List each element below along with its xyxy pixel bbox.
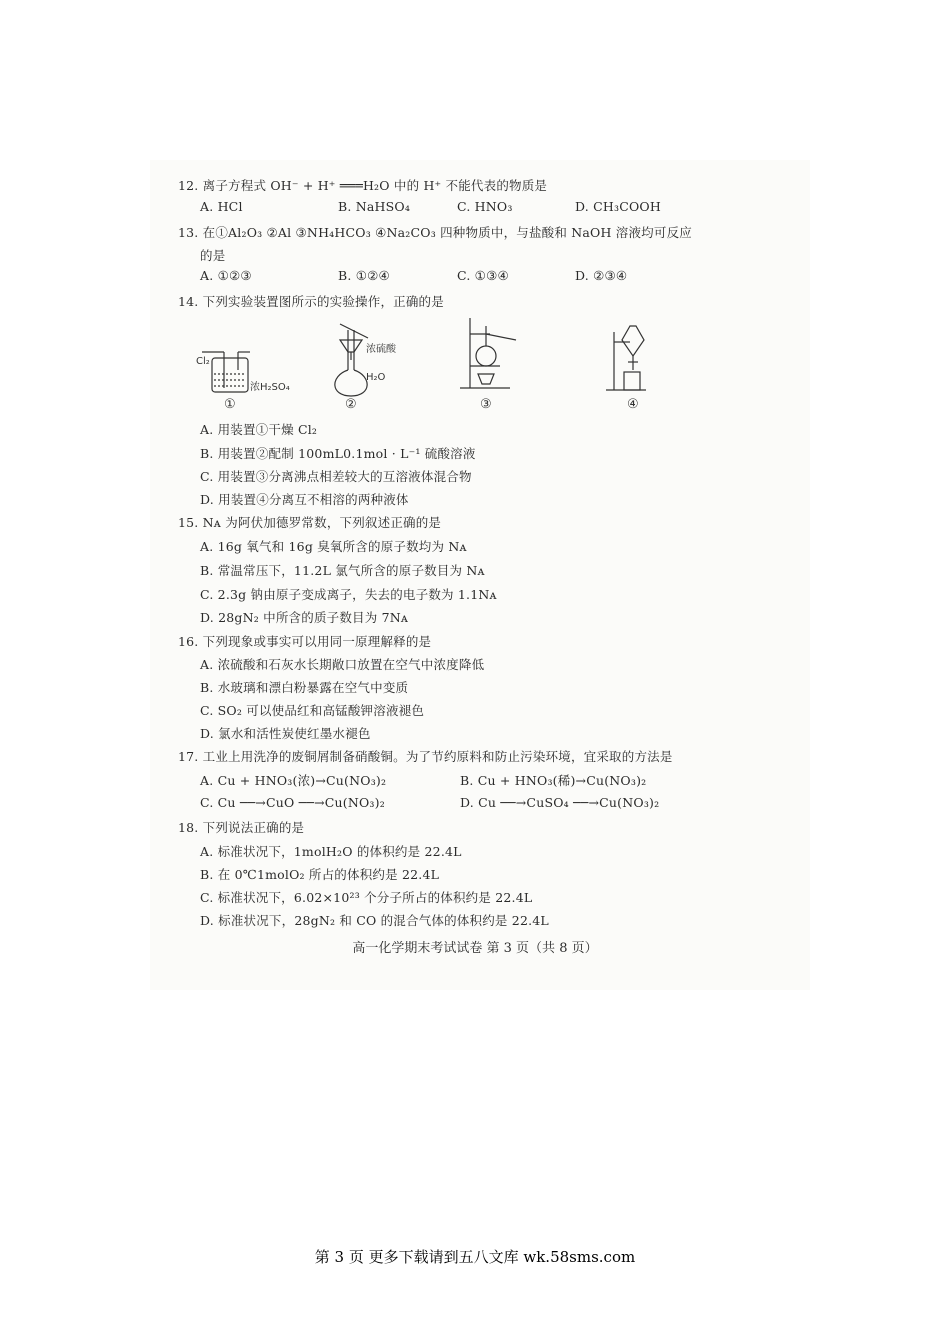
- question-15-stem: 15. Nᴀ 为阿伏加德罗常数，下列叙述正确的是: [178, 515, 442, 530]
- question-15-option-d: D. 28gN₂ 中所含的质子数目为 7Nᴀ: [200, 610, 409, 625]
- label-water: H₂O: [366, 372, 386, 383]
- question-15-option-b: B. 常温常压下，11.2L 氯气所含的原子数目为 Nᴀ: [200, 563, 485, 578]
- apparatus-number-1: ①: [224, 397, 236, 412]
- exam-page-footer: 高一化学期末考试试卷 第 3 页（共 8 页）: [352, 941, 598, 956]
- label-cl2: Cl₂: [196, 356, 210, 367]
- question-13-option-c: C. ①③④: [457, 268, 509, 283]
- question-17-option-a: A. Cu + HNO₃(浓)→Cu(NO₃)₂: [200, 773, 387, 788]
- question-15-option-c: C. 2.3g 钠由原子变成离子，失去的电子数为 1.1Nᴀ: [200, 587, 497, 602]
- apparatus-figure: [190, 312, 670, 412]
- question-13-stem: 13. 在①Al₂O₃ ②Al ③NH₄HCO₃ ④Na₂CO₃ 四种物质中，与盐酸和 NaOH 溶液均可反应: [178, 225, 692, 240]
- question-14-option-d: D. 用装置④分离互不相溶的两种液体: [200, 492, 409, 507]
- apparatus-number-4: ④: [627, 397, 639, 412]
- question-16-option-a: A. 浓硫酸和石灰水长期敞口放置在空气中浓度降低: [200, 657, 485, 672]
- apparatus-3-distillation: [460, 318, 516, 388]
- apparatus-number-3: ③: [480, 397, 492, 412]
- question-17-option-b: B. Cu + HNO₃(稀)→Cu(NO₃)₂: [460, 773, 647, 788]
- question-13-option-a: A. ①②③: [200, 268, 252, 283]
- question-16-stem: 16. 下列现象或事实可以用同一原理解释的是: [178, 634, 432, 649]
- question-18-option-c: C. 标准状况下，6.02×10²³ 个分子所占的体积约是 22.4L: [200, 890, 533, 905]
- question-16-option-b: B. 水玻璃和漂白粉暴露在空气中变质: [200, 680, 409, 695]
- label-conc-h2so4: 浓H₂SO₄: [250, 382, 290, 393]
- apparatus-number-2: ②: [345, 397, 357, 412]
- question-18-option-d: D. 标准状况下，28gN₂ 和 CO 的混合气体的体积约是 22.4L: [200, 913, 549, 928]
- apparatus-2-volumetric-flask: [335, 324, 368, 396]
- question-18-stem: 18. 下列说法正确的是: [178, 820, 305, 835]
- question-18-option-a: A. 标准状况下，1molH₂O 的体积约是 22.4L: [200, 844, 462, 859]
- question-12-option-b: B. NaHSO₄: [338, 199, 411, 214]
- question-18-option-b: B. 在 0℃1molO₂ 所占的体积约是 22.4L: [200, 867, 440, 882]
- question-12-option-a: A. HCl: [200, 199, 243, 214]
- question-14-stem: 14. 下列实验装置图所示的实验操作，正确的是: [178, 294, 444, 309]
- question-12-option-c: C. HNO₃: [457, 199, 513, 214]
- question-16-option-c: C. SO₂ 可以使品红和高锰酸钾溶液褪色: [200, 703, 425, 718]
- question-17-option-d: D. Cu ──→CuSO₄ ──→Cu(NO₃)₂: [460, 795, 660, 810]
- question-17-stem: 17. 工业上用洗净的废铜屑制备硝酸铜。为了节约原料和防止污染环境，宜采取的方法是: [178, 749, 673, 764]
- question-17-option-c: C. Cu ──→CuO ──→Cu(NO₃)₂: [200, 795, 385, 810]
- label-conc-sulfuric-acid: 浓硫酸: [366, 344, 396, 355]
- question-12-stem: 12. 离子方程式 OH⁻ + H⁺ ═══H₂O 中的 H⁺ 不能代表的物质是: [178, 178, 548, 193]
- apparatus-4-separatory-funnel: [606, 326, 646, 390]
- question-15-option-a: A. 16g 氧气和 16g 臭氧所含的原子数均为 Nᴀ: [200, 539, 467, 554]
- question-13-option-b: B. ①②④: [338, 268, 390, 283]
- question-14-option-b: B. 用装置②配制 100mL0.1mol · L⁻¹ 硫酸溶液: [200, 446, 476, 461]
- question-12-option-d: D. CH₃COOH: [575, 199, 661, 214]
- question-13-option-d: D. ②③④: [575, 268, 628, 283]
- download-site-footer: 第 3 页 更多下载请到五八文库 wk.58sms.com: [314, 1248, 636, 1266]
- question-14-option-a: A. 用装置①干燥 Cl₂: [200, 422, 318, 437]
- question-16-option-d: D. 氯水和活性炭使红墨水褪色: [200, 726, 371, 741]
- question-13-stem-continued: 的是: [200, 248, 226, 263]
- question-14-option-c: C. 用装置③分离沸点相差较大的互溶液体混合物: [200, 469, 472, 484]
